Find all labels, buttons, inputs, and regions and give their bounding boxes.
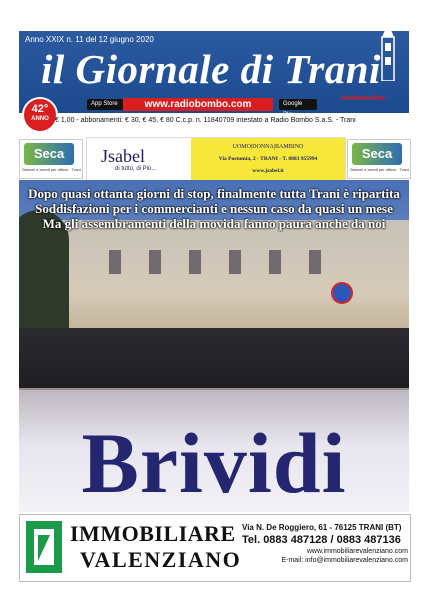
masthead xyxy=(19,31,409,134)
seca-subtitle: Sistemi e arredi per ufficio - Trani xyxy=(22,167,81,172)
headline-line: Ma gli assembramenti della movida fanno paura anche da noi xyxy=(42,216,386,231)
window xyxy=(309,250,321,274)
building xyxy=(59,220,409,340)
jsabel-logo-panel xyxy=(87,138,189,181)
jsabel-name: Jsabel xyxy=(101,146,145,166)
window xyxy=(109,250,121,274)
jsabel-ad[interactable] xyxy=(86,137,346,182)
agency-contact xyxy=(242,523,408,564)
headline-line: Dopo quasi ottanta giorni di stop, finalmente tutta Trani è ripartita xyxy=(28,186,400,201)
jsabel-categories: UOMO|DONNA|BAMBINO xyxy=(232,144,304,150)
headline-line: Soddisfazioni per i commercianti e nessun caso da quasi un mese xyxy=(35,201,393,216)
immobiliare-valenziano-ad[interactable] xyxy=(19,514,411,582)
jsabel-address: Via Postumia, 2 - TRANI - T. 0883 955994 xyxy=(218,156,318,162)
seca-ad-left[interactable] xyxy=(19,139,83,179)
jsabel-site: www.jsabel.it xyxy=(252,168,284,174)
cover-big-title: Brividi xyxy=(81,415,347,511)
price-subscription-line: € 1,00 - abbonamenti: € 30, € 45, € 80 C.c.p. n. 11840709 intestato a Radio Bombo S.a.S. - Trani xyxy=(55,117,356,124)
crowd xyxy=(19,328,409,388)
website-link[interactable]: www.radiobombo.com xyxy=(123,98,273,111)
jsabel-info-panel xyxy=(191,138,345,181)
brand-label: bombonoline xyxy=(341,95,385,102)
issue-info: Anno XXIX n. 11 del 12 giugno 2020 xyxy=(25,35,154,44)
jsabel-tagline: di tutto, di Più... xyxy=(115,166,157,172)
seca-ad-right[interactable] xyxy=(347,139,411,179)
window xyxy=(269,250,281,274)
window xyxy=(229,250,241,274)
window xyxy=(149,250,161,274)
road-sign-icon xyxy=(331,282,353,304)
agency-address: Via N. De Roggiero, 61 - 76125 TRANI (BT) xyxy=(242,523,402,532)
cover-photo xyxy=(19,180,409,512)
agency-phone[interactable]: Tel. 0883 487128 / 0883 487136 xyxy=(242,534,401,546)
app-store-badge[interactable]: App Store xyxy=(87,99,125,110)
cover-headline xyxy=(19,186,409,231)
newspaper-title: il Giornale di Trani xyxy=(41,46,381,92)
seca-logo: Seca xyxy=(352,143,402,165)
valenziano-logo-icon xyxy=(26,521,62,573)
anniversary-number: 42° xyxy=(31,103,49,115)
seca-logo: Seca xyxy=(24,143,74,165)
agency-name-line2: VALENZIANO xyxy=(80,547,242,572)
google-play-badge[interactable]: Google Play xyxy=(279,99,317,110)
seca-subtitle: Sistemi e arredi per ufficio - Trani xyxy=(350,167,409,172)
window xyxy=(189,250,201,274)
anniversary-badge xyxy=(22,97,58,133)
agency-name-line1: IMMOBILIARE xyxy=(70,521,236,546)
agency-website[interactable]: www.immobiliarevalenziano.com xyxy=(306,548,408,555)
anniversary-label: ANNO xyxy=(31,116,49,122)
top-ads-row xyxy=(19,137,409,180)
agency-email[interactable]: E-mail: info@immobiliarevalenziano.com xyxy=(281,557,408,564)
